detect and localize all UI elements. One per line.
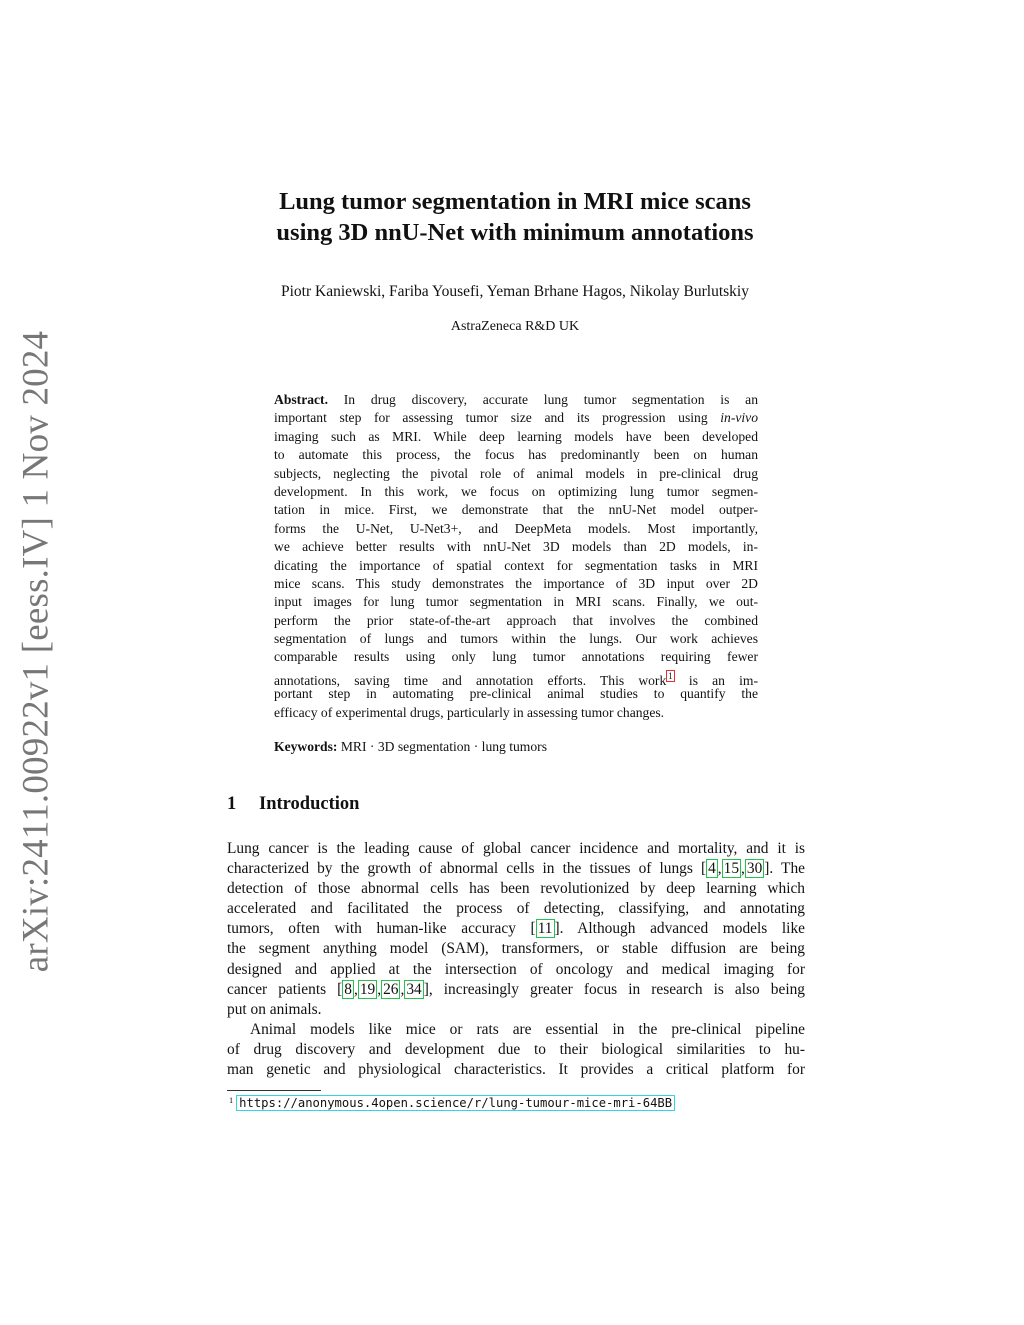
abstract-line: portant step in automating pre-clinical animal studies to quantify the bbox=[274, 686, 758, 702]
abstract-line: to automate this process, the focus has predominantly been on human bbox=[274, 447, 758, 463]
citation-link[interactable]: 34 bbox=[406, 980, 422, 998]
abstract-line: subjects, neglecting the pivotal role of animal models in pre-clinical drug bbox=[274, 465, 758, 481]
affiliation: AstraZeneca R&D UK bbox=[450, 319, 580, 334]
abstract bbox=[274, 391, 758, 722]
body-line: the segment anything model (SAM), transformers, or stable diffusion are being bbox=[227, 940, 805, 958]
footnote-rule bbox=[227, 1090, 321, 1091]
section-heading bbox=[227, 794, 359, 815]
footnote-mark: 1 bbox=[229, 1096, 234, 1105]
abstract-label: Abstract. bbox=[274, 392, 328, 407]
citation-link[interactable]: 19 bbox=[359, 980, 376, 998]
footnote bbox=[229, 1096, 675, 1110]
arxiv-identifier: arXiv:2411.00922v1 [eess.IV] 1 Nov 2024 bbox=[15, 330, 57, 972]
citation-link[interactable]: 30 bbox=[746, 860, 763, 878]
abstract-line: efficacy of experimental drugs, particularly in assessing tumor changes. bbox=[274, 704, 665, 720]
section-number: 1 bbox=[227, 794, 237, 814]
body-line: tumors, often with human-like accuracy [ 11 ]. Although advanced models like bbox=[227, 920, 805, 938]
section-title: Introduction bbox=[259, 794, 360, 814]
abstract-line: input images for lung tumor segmentation in MRI scans. Finally, we out- bbox=[274, 594, 758, 610]
abstract-line: dicating the importance of spatial context for segmentation tasks in MRI bbox=[274, 557, 758, 573]
body-line: Lung cancer is the leading cause of global cancer incidence and mortality, and it is bbox=[227, 840, 805, 857]
keywords-text: MRI · 3D segmentation · lung tumors bbox=[340, 739, 547, 754]
abstract-line: comparable results using only lung tumor annotations requiring fewer bbox=[274, 649, 758, 665]
title-line-1: Lung tumor segmentation in MRI mice scans bbox=[279, 188, 751, 215]
italic-term: in-vivo bbox=[720, 410, 758, 426]
body-line: characterized by the growth of abnormal cells in the tissues of lungs [ 4 , 15 , 30 ]. The bbox=[227, 860, 805, 878]
body-line: detection of those abnormal cells has been revolutionized by deep learning which bbox=[227, 880, 805, 898]
footnote-url-link[interactable]: https://anonymous.4open.science/r/lung-tumour-mice-mri-64BB bbox=[236, 1095, 675, 1111]
keywords-label: Keywords: bbox=[274, 739, 338, 754]
body-text bbox=[227, 839, 805, 1080]
abstract-line: forms the U-Net, U-Net3+, and DeepMeta models. Most importantly, bbox=[274, 520, 758, 536]
body-line: man genetic and physiological characteristics. It provides a critical platform for bbox=[227, 1061, 805, 1079]
abstract-line: segmentation of lungs and tumors within the lungs. Our work achieves bbox=[274, 631, 758, 647]
keywords bbox=[274, 739, 758, 755]
arxiv-sidebar bbox=[6, 330, 66, 972]
abstract-line: we achieve better results with nnU-Net 3D models than 2D models, in- bbox=[274, 539, 758, 555]
body-line: of drug discovery and development due to their biological similarities to hu- bbox=[227, 1040, 805, 1058]
title-line-2: using 3D nnU-Net with minimum annotations bbox=[276, 219, 754, 246]
body-line: designed and applied at the intersection of oncology and medical imaging for bbox=[227, 960, 805, 978]
body-line: Animal models like mice or rats are essential in the pre-clinical pipeline bbox=[250, 1020, 805, 1038]
footnote-link[interactable]: 1 bbox=[668, 670, 673, 681]
abstract-line: mice scans. This study demonstrates the importance of 3D input over 2D bbox=[274, 575, 758, 591]
citation-link[interactable]: 11 bbox=[537, 920, 553, 938]
paper-title bbox=[160, 186, 870, 248]
abstract-line: important step for assessing tumor size and its progression using in-vivo bbox=[274, 410, 758, 426]
author-list: Piotr Kaniewski, Fariba Yousefi, Yeman Brhane Hagos, Nikolay Burlutskiy bbox=[281, 283, 749, 300]
body-line: put on animals. bbox=[227, 1000, 322, 1018]
abstract-line: Abstract. In drug discovery, accurate lung tumor segmentation is an bbox=[274, 392, 758, 407]
abstract-line: perform the prior state-of-the-art approach that involves the combined bbox=[274, 612, 758, 628]
body-line: accelerated and facilitated the process of detecting, classifying, and annotating bbox=[227, 900, 805, 918]
body-line: cancer patients [ 8 , 19 , 26 , 34 ], increasingly greater focus in research is also being bbox=[227, 980, 805, 998]
abstract-line: tation in mice. First, we demonstrate that the nnU-Net model outper- bbox=[274, 502, 758, 518]
citation-link[interactable]: 8 bbox=[344, 980, 352, 998]
abstract-line: annotations, saving time and annotation efforts. This work $^1$ is an im- bbox=[274, 670, 758, 688]
citation-link[interactable]: 4 bbox=[708, 860, 716, 878]
abstract-line: development. In this work, we focus on optimizing lung tumor segmen- bbox=[274, 483, 758, 499]
citation-link[interactable]: 26 bbox=[383, 980, 399, 998]
citation-link[interactable]: 15 bbox=[723, 860, 740, 878]
abstract-line: imaging such as MRI. While deep learning models have been developed bbox=[274, 428, 758, 444]
